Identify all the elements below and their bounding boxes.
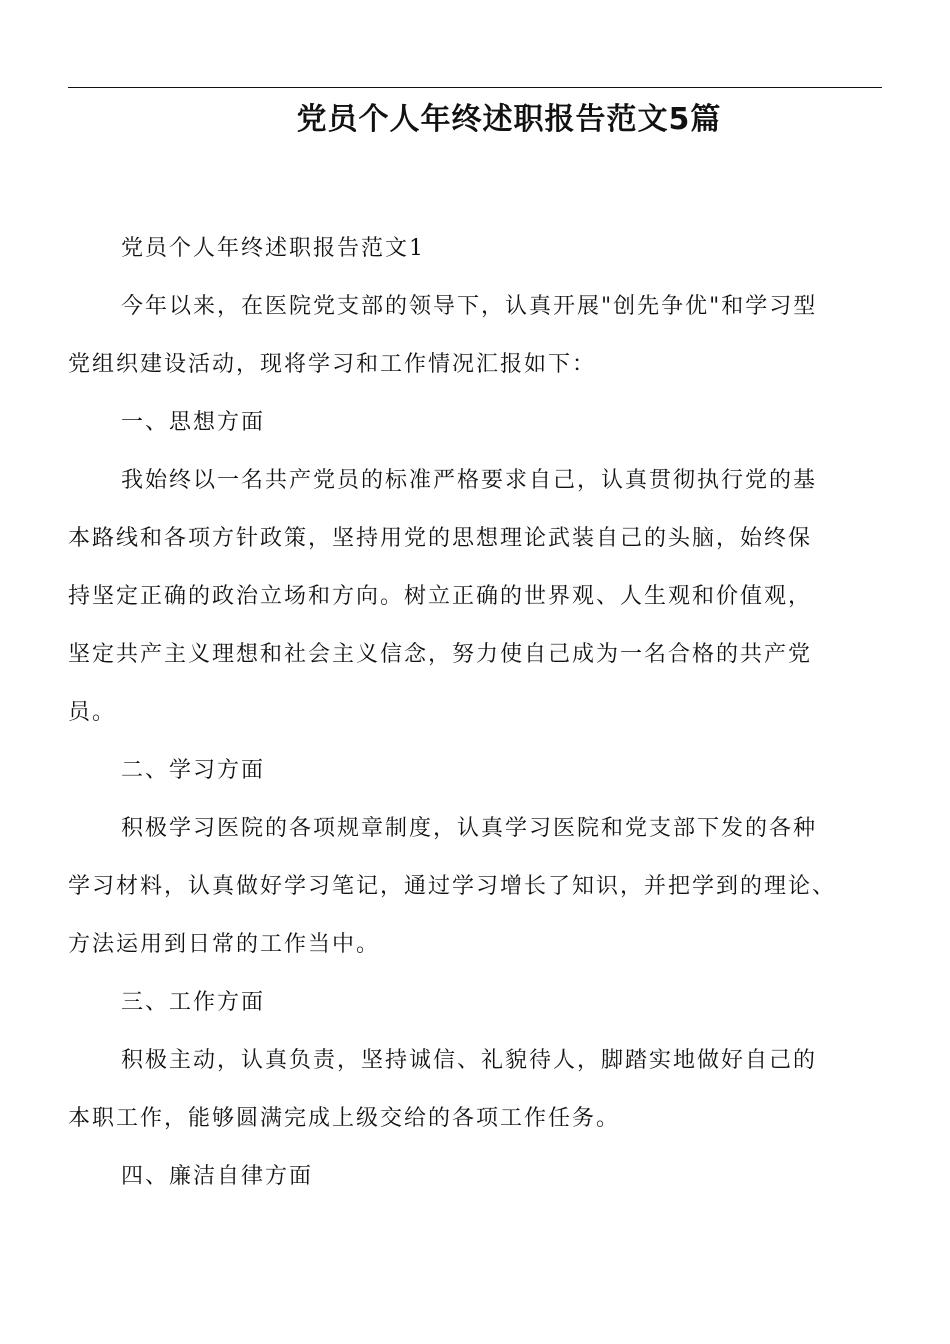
header-rule (68, 87, 882, 88)
paragraph-line: 学习材料，认真做好学习笔记，通过学习增长了知识，并把学到的理论、 (68, 874, 837, 899)
paragraph-line: 积极主动，认真负责，坚持诚信、礼貌待人，脚踏实地做好自己的 (121, 1048, 818, 1073)
paragraph-line: 今年以来，在医院党支部的领导下，认真开展"创先争优"和学习型 (121, 294, 818, 319)
paragraph-line: 党组织建设活动，现将学习和工作情况汇报如下： (68, 352, 597, 377)
paragraph-line: 员。 (68, 700, 117, 725)
section-heading-work: 三、工作方面 (121, 990, 266, 1015)
paragraph-line: 我始终以一名共产党员的标准严格要求自己，认真贯彻执行党的基 (121, 468, 818, 493)
section-heading-study: 二、学习方面 (121, 758, 266, 783)
paragraph-line: 方法运用到日常的工作当中。 (68, 932, 381, 957)
section-heading-thought: 一、思想方面 (121, 410, 266, 435)
paragraph-line: 坚定共产主义理想和社会主义信念，努力使自己成为一名合格的共产党 (68, 642, 813, 667)
section-heading-essay-1: 党员个人年终述职报告范文1 (121, 236, 425, 261)
section-heading-integrity: 四、廉洁自律方面 (121, 1164, 314, 1189)
paragraph-line: 积极学习医院的各项规章制度，认真学习医院和党支部下发的各种 (121, 816, 818, 841)
paragraph-line: 本路线和各项方针政策，坚持用党的思想理论武装自己的头脑，始终保 (68, 526, 813, 551)
paragraph-line: 持坚定正确的政治立场和方向。树立正确的世界观、人生观和价值观， (68, 584, 813, 609)
document-title: 党员个人年终述职报告范文5篇 (296, 102, 722, 137)
paragraph-line: 本职工作，能够圆满完成上级交给的各项工作任务。 (68, 1106, 621, 1131)
